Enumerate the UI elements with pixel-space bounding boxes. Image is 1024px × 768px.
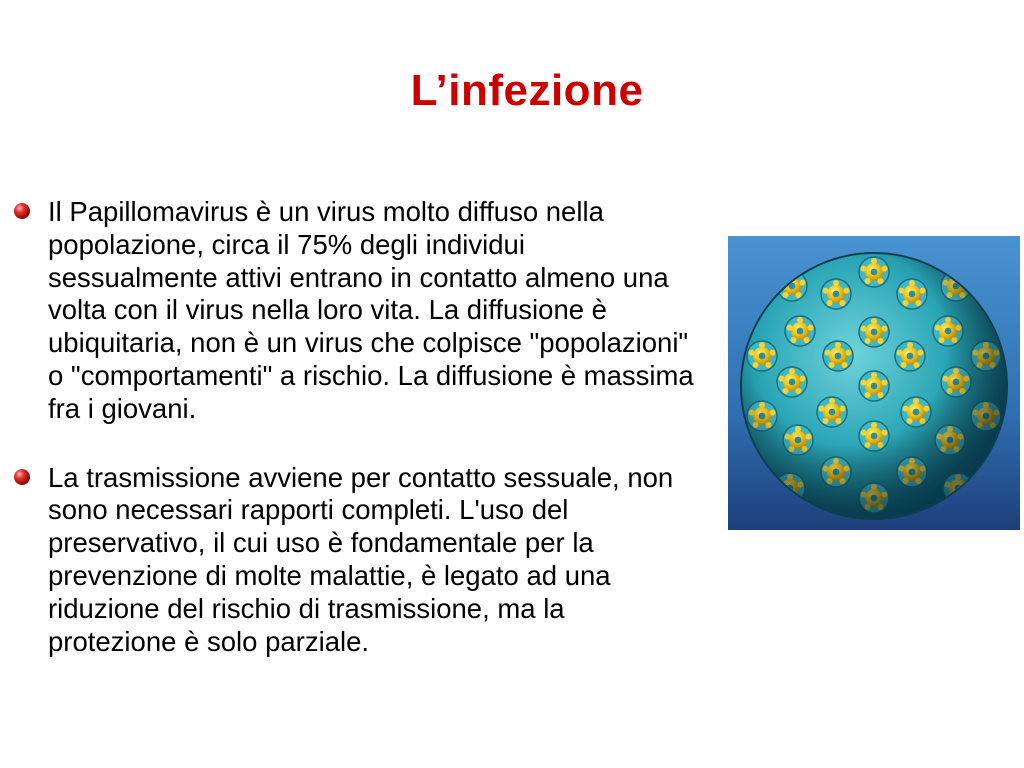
bullet-text: Il Papillomavirus è un virus molto diffuso nella popolazione, circa il 75% degli individui sessualmente attivi entrano in contatto almeno una volta con il virus nella loro vita. La diffusione è ubiquitaria, non è un virus che colpisce "popolazioni" o "comportamenti" a rischio. La diffusione è massima fra i giovani. — [48, 196, 694, 424]
bullet-icon — [14, 203, 30, 219]
bullet-item — [14, 196, 694, 426]
slide-title: L’infezione — [410, 66, 644, 115]
bullet-icon — [14, 469, 30, 485]
bullet-item — [14, 462, 694, 659]
bullet-list — [14, 196, 694, 694]
bullet-text: La trasmissione avviene per contatto sessuale, non sono necessari rapporti completi. L'uso del preservativo, il cui uso è fondamentale per la prevenzione di molte malattie, è legato ad una riduzione del rischio di trasmissione, ma la protezione è solo parziale. — [48, 461, 674, 657]
papillomavirus-image — [728, 236, 1020, 530]
